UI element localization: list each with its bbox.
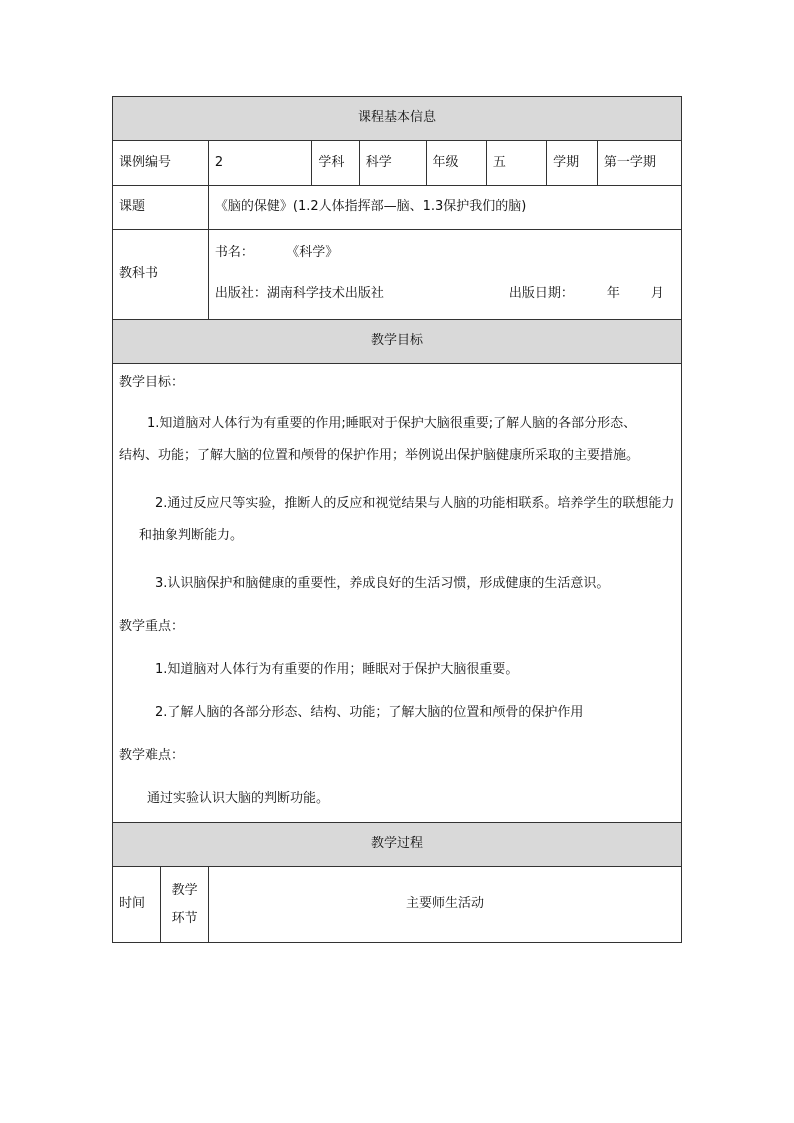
book-name-line	[215, 245, 675, 262]
grade-value: 五	[486, 141, 546, 186]
grade-label: 年级	[426, 141, 486, 186]
difficulty-1: 通过实验认识大脑的判断功能。	[147, 791, 330, 806]
goals-body-row	[113, 364, 682, 823]
topic-value: 《脑的保健》(1.2人体指挥部—脑、1.3保护我们的脑)	[208, 186, 681, 230]
process-header: 教学过程	[113, 823, 682, 867]
publisher-line	[215, 286, 675, 304]
book-name-value: 《科学》	[286, 245, 339, 261]
textbook-label: 教科书	[113, 230, 209, 320]
difficulties-label: 教学难点：	[119, 748, 185, 763]
term-label-inner: 学期	[553, 154, 580, 170]
objective-1-line-1: 1.知道脑对人体行为有重要的作用;睡眠对于保护大脑很重要;了解人脑的各部分形态、	[147, 416, 637, 431]
case-info-row	[113, 141, 682, 186]
term-value: 第一学期	[597, 141, 681, 186]
objective-3: 3.认识脑保护和脑健康的重要性，养成良好的生活习惯，形成健康的生活意识。	[155, 576, 610, 591]
publisher: 出版社：湖南科学技术出版社	[214, 285, 384, 301]
case-no-label: 课例编号	[113, 141, 209, 186]
stage-label: 教学环节	[161, 867, 208, 943]
activities-label: 主要师生活动	[208, 867, 681, 943]
process-header-row	[113, 823, 682, 867]
topic-label: 课题	[113, 186, 209, 230]
key-point-1: 1.知道脑对人体行为有重要的作用；睡眠对于保护大脑很重要。	[155, 662, 519, 677]
subject-label: 学科	[312, 141, 359, 186]
key-points-label: 教学重点：	[119, 619, 185, 634]
month-label: 月	[650, 285, 664, 301]
case-no-value: 2	[208, 141, 311, 186]
lesson-plan-table	[112, 96, 682, 943]
subject-value: 科学	[359, 141, 426, 186]
objective-1-line-2: 结构、功能；了解大脑的位置和颅骨的保护作用；举例说出保护脑健康所采取的主要措施。	[119, 448, 640, 463]
key-point-2: 2.了解人脑的各部分形态、结构、功能；了解大脑的位置和颅骨的保护作用	[155, 705, 584, 720]
topic-row	[113, 186, 682, 230]
goals-body	[113, 364, 682, 823]
year-label: 年	[606, 285, 620, 301]
goals-header: 教学目标	[113, 320, 682, 364]
goals-header-row	[113, 320, 682, 364]
time-label: 时间	[113, 867, 161, 943]
basic-info-header: 课程基本信息	[113, 97, 682, 141]
process-columns-row	[113, 867, 682, 943]
book-name-label: 书名：	[214, 245, 254, 261]
term-label	[547, 141, 598, 186]
textbook-details	[208, 230, 681, 320]
basic-info-header-row	[113, 97, 682, 141]
pub-date-label: 出版日期：	[508, 285, 574, 301]
objectives-label: 教学目标：	[119, 375, 185, 390]
objective-2: 2.通过反应尺等实验，推断人的反应和视觉结果与人脑的功能相联系。培养学生的联想能力和抽象判断能力。	[139, 496, 675, 543]
textbook-row	[113, 230, 682, 320]
